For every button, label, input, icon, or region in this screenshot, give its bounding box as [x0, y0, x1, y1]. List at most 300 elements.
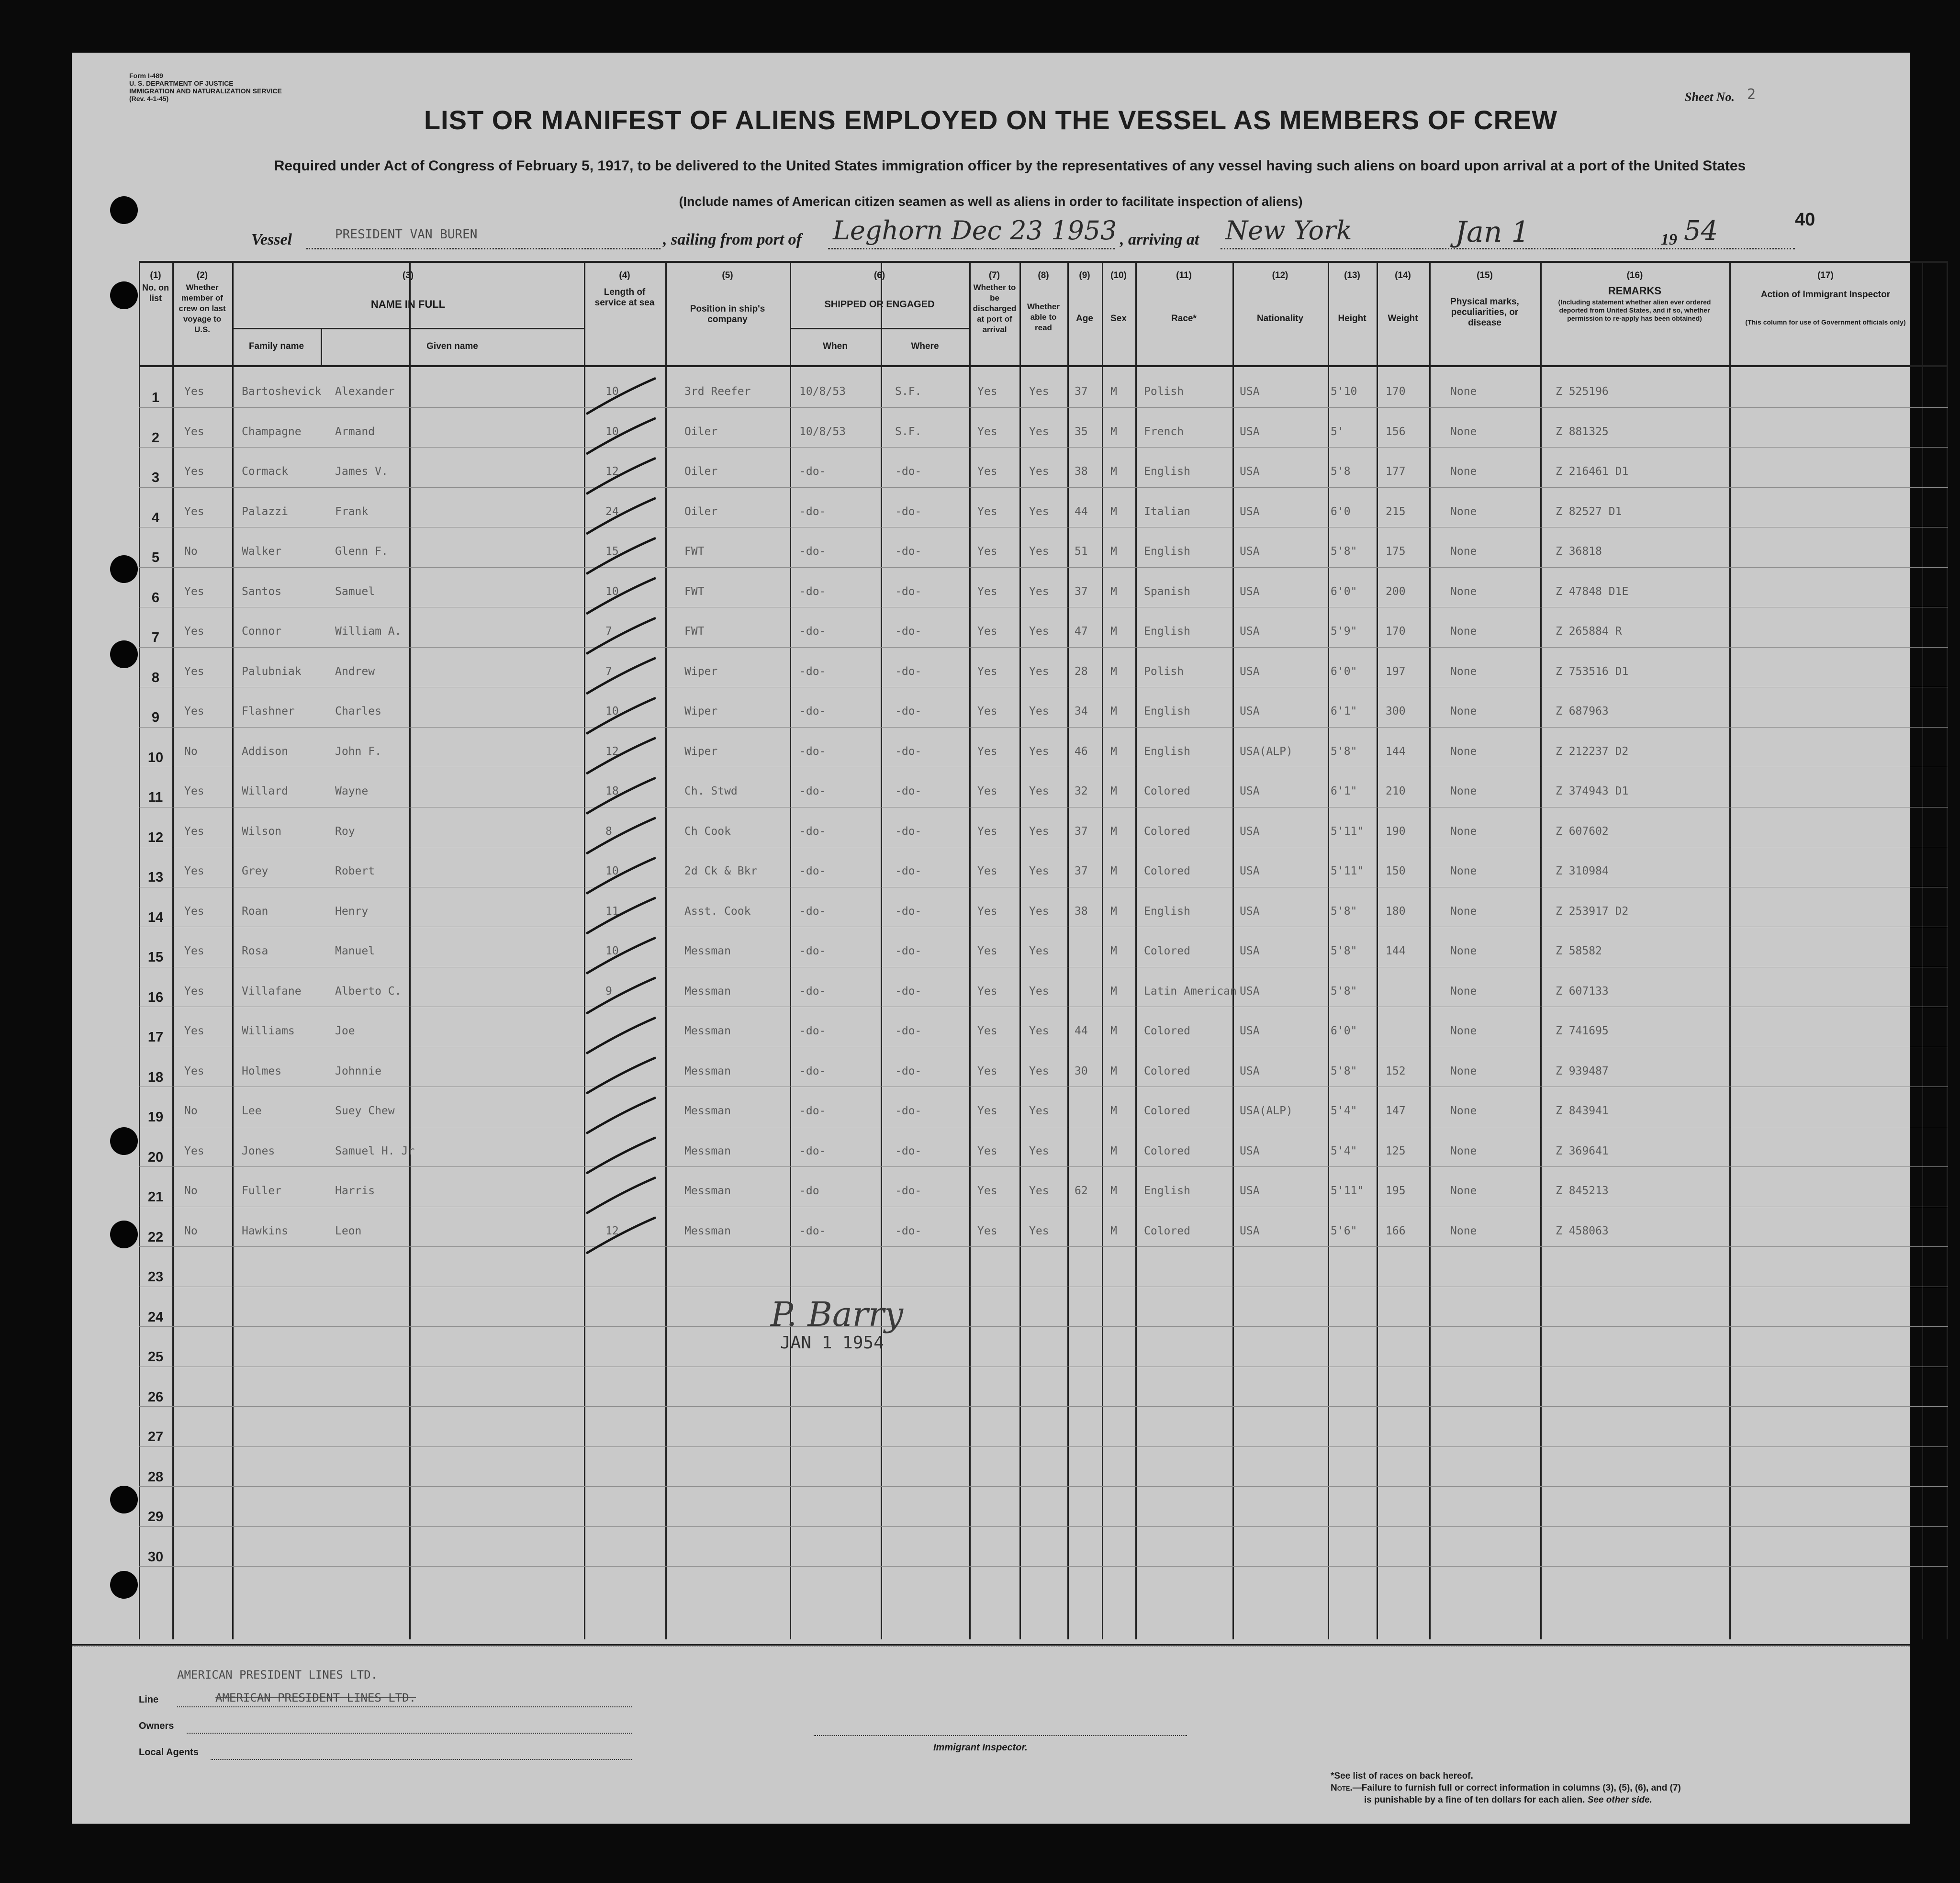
cell-family: Palazzi	[242, 505, 288, 518]
cell-sex: M	[1110, 785, 1117, 797]
cell-read: Yes	[1029, 465, 1049, 478]
col-header-name: NAME IN FULL	[370, 298, 446, 310]
cell-discharged: Yes	[977, 1025, 997, 1037]
cell-last: No	[184, 545, 198, 558]
cell-discharged: Yes	[977, 385, 997, 398]
check-stroke	[586, 498, 656, 534]
cell-when: -do-	[799, 1065, 826, 1077]
cell-nationality: USA	[1240, 705, 1260, 717]
cell-service: 24	[605, 505, 619, 518]
cell-race: English	[1144, 905, 1190, 918]
col-num-9: (9)	[1079, 270, 1090, 280]
sailing-label: , sailing from port of	[663, 231, 802, 248]
cell-height: 6'1"	[1331, 785, 1357, 797]
cell-position: 2d Ck & Bkr	[684, 865, 758, 877]
cell-where: -do-	[895, 1224, 922, 1237]
row-number: 29	[147, 1509, 164, 1524]
cell-remarks: Z 216461 D1	[1556, 465, 1629, 478]
cell-weight: 210	[1386, 785, 1406, 797]
cell-height: 6'0	[1331, 505, 1351, 518]
cell-family: Rosa	[242, 945, 269, 957]
cell-age: 37	[1075, 385, 1088, 398]
cell-where: -do-	[895, 865, 922, 877]
cell-race: Colored	[1144, 1025, 1190, 1037]
col-num-15: (15)	[1477, 270, 1493, 280]
sheet-number-label: Sheet No.	[1685, 90, 1735, 104]
cell-where: -do-	[895, 1065, 922, 1077]
row-number: 27	[147, 1429, 164, 1445]
cell-where: -do-	[895, 1025, 922, 1037]
cell-sex: M	[1110, 1185, 1117, 1197]
col-num-13: (13)	[1344, 270, 1360, 280]
punch-hole	[110, 555, 138, 583]
cell-position: Ch. Stwd	[684, 785, 738, 797]
cell-race: Latin American	[1144, 985, 1237, 998]
cell-discharged: Yes	[977, 1144, 997, 1157]
cell-nationality: USA	[1240, 785, 1260, 797]
check-stroke	[586, 458, 656, 494]
col-header-position: Position in ship's company	[690, 304, 765, 325]
row-number: 21	[147, 1189, 164, 1205]
cell-age: 38	[1075, 905, 1088, 918]
cell-where: -do-	[895, 785, 922, 797]
cell-age: 28	[1075, 665, 1088, 678]
cell-given: Armand	[335, 425, 375, 438]
col-header-weight: Weight	[1388, 314, 1418, 324]
cell-service: 11	[605, 905, 619, 918]
cell-where: -do-	[895, 945, 922, 957]
cell-read: Yes	[1029, 1224, 1049, 1237]
punch-hole	[110, 1127, 138, 1155]
cell-weight: 215	[1386, 505, 1406, 518]
vessel-name: PRESIDENT VAN BUREN	[335, 227, 478, 242]
cell-read: Yes	[1029, 945, 1049, 957]
cell-discharged: Yes	[977, 425, 997, 438]
cell-height: 5'11"	[1331, 1185, 1364, 1197]
cell-remarks: Z 369641	[1556, 1144, 1609, 1157]
col-num-6: (6)	[874, 270, 885, 280]
note-text: —Failure to furnish full or correct information in columns (3), (5), (6), and (7)	[1352, 1783, 1681, 1793]
cell-age: 34	[1075, 705, 1088, 717]
cell-read: Yes	[1029, 745, 1049, 758]
cell-height: 5'	[1331, 425, 1344, 438]
cell-where: -do-	[895, 545, 922, 558]
arriving-port: New York	[1225, 215, 1352, 246]
sailing-line	[828, 248, 1115, 249]
cell-given: Leon	[335, 1224, 362, 1237]
col-num-16: (16)	[1626, 270, 1643, 280]
cell-marks: None	[1450, 1105, 1477, 1117]
cell-weight: 156	[1386, 425, 1406, 438]
row-number: 1	[151, 390, 160, 405]
owners-value: AMERICAN PRESIDENT LINES LTD.	[215, 1691, 416, 1704]
cell-height: 5'8"	[1331, 545, 1357, 558]
cell-discharged: Yes	[977, 1065, 997, 1077]
cell-read: Yes	[1029, 585, 1049, 598]
cell-age: 37	[1075, 585, 1088, 598]
punch-hole	[110, 640, 138, 668]
cell-remarks: Z 58582	[1556, 945, 1602, 957]
row-number: 15	[147, 950, 164, 965]
cell-height: 5'9"	[1331, 625, 1357, 638]
cell-read: Yes	[1029, 425, 1049, 438]
cell-weight: 125	[1386, 1144, 1406, 1157]
cell-position: Messman	[684, 1185, 731, 1197]
cell-discharged: Yes	[977, 665, 997, 678]
cell-given: Johnnie	[335, 1065, 381, 1077]
cell-height: 6'0"	[1331, 585, 1357, 598]
cell-nationality: USA	[1240, 1185, 1260, 1197]
cell-where: -do-	[895, 465, 922, 478]
cell-marks: None	[1450, 585, 1477, 598]
cell-when: -do-	[799, 505, 826, 518]
cell-service: 7	[605, 665, 612, 678]
check-stroke	[586, 1058, 656, 1094]
check-stroke	[586, 618, 656, 654]
cell-when: 10/8/53	[799, 425, 846, 438]
cell-last: Yes	[184, 425, 204, 438]
cell-read: Yes	[1029, 625, 1049, 638]
sheet-number-value: 2	[1747, 86, 1756, 103]
cell-when: -do-	[799, 1144, 826, 1157]
cell-family: Wilson	[242, 825, 282, 838]
cell-last: Yes	[184, 865, 204, 877]
line-label: Line	[139, 1694, 159, 1705]
punch-hole	[110, 1221, 138, 1248]
cell-discharged: Yes	[977, 465, 997, 478]
cell-nationality: USA	[1240, 905, 1260, 918]
cell-last: Yes	[184, 1025, 204, 1037]
cell-discharged: Yes	[977, 825, 997, 838]
manifest-sheet	[72, 53, 1910, 1824]
cell-last: Yes	[184, 385, 204, 398]
cell-marks: None	[1450, 1065, 1477, 1077]
cell-read: Yes	[1029, 385, 1049, 398]
col-header-age: Age	[1076, 314, 1093, 324]
cell-sex: M	[1110, 825, 1117, 838]
cell-family: Champagne	[242, 425, 302, 438]
cell-race: Colored	[1144, 945, 1190, 957]
cell-when: -do-	[799, 1025, 826, 1037]
cell-where: -do-	[895, 625, 922, 638]
cell-position: Ch Cook	[684, 825, 731, 838]
cell-position: Messman	[684, 1224, 731, 1237]
note-text-2: is punishable by a fine of ten dollars for each alien.	[1364, 1795, 1585, 1805]
cell-service: 12	[605, 465, 619, 478]
cell-height: 5'8"	[1331, 905, 1357, 918]
cell-service: 15	[605, 545, 619, 558]
row-number: 18	[147, 1069, 164, 1085]
cell-when: -do-	[799, 545, 826, 558]
cell-weight: 300	[1386, 705, 1406, 717]
cell-race: English	[1144, 465, 1190, 478]
vessel-line	[306, 248, 661, 249]
cell-where: -do-	[895, 505, 922, 518]
cell-sex: M	[1110, 745, 1117, 758]
cell-height: 5'8"	[1331, 945, 1357, 957]
row-number: 6	[151, 590, 160, 605]
cell-weight: 175	[1386, 545, 1406, 558]
row-number: 23	[147, 1269, 164, 1285]
cell-given: Roy	[335, 825, 355, 838]
vessel-label: Vessel	[251, 231, 292, 248]
row-number: 8	[151, 670, 160, 685]
cell-family: Jones	[242, 1144, 275, 1157]
col-header-race: Race*	[1171, 314, 1197, 324]
cell-service: 10	[605, 585, 619, 598]
cell-age: 51	[1075, 545, 1088, 558]
cell-discharged: Yes	[977, 625, 997, 638]
cell-age: 35	[1075, 425, 1088, 438]
cell-remarks: Z 458063	[1556, 1224, 1609, 1237]
col-header-discharged: Whether to be discharged at port of arrival	[973, 283, 1017, 334]
col-header-sex: Sex	[1110, 314, 1127, 324]
cell-weight: 170	[1386, 625, 1406, 638]
cell-remarks: Z 212237 D2	[1556, 745, 1629, 758]
col-num-5: (5)	[722, 270, 733, 280]
cell-given: Suey Chew	[335, 1105, 395, 1117]
cell-nationality: USA	[1240, 505, 1260, 518]
check-stroke	[586, 938, 656, 974]
cell-marks: None	[1450, 625, 1477, 638]
cell-weight: 180	[1386, 905, 1406, 918]
row-number: 30	[147, 1549, 164, 1565]
cell-marks: None	[1450, 865, 1477, 877]
row-number: 14	[147, 909, 164, 925]
cell-when: -do-	[799, 865, 826, 877]
check-stroke	[586, 578, 656, 614]
cell-height: 5'4"	[1331, 1105, 1357, 1117]
cell-remarks: Z 741695	[1556, 1025, 1609, 1037]
cell-last: Yes	[184, 785, 204, 797]
cell-last: Yes	[184, 985, 204, 998]
cell-age: 62	[1075, 1185, 1088, 1197]
cell-last: Yes	[184, 1144, 204, 1157]
cell-discharged: Yes	[977, 545, 997, 558]
cell-age: 44	[1075, 505, 1088, 518]
cell-sex: M	[1110, 625, 1117, 638]
cell-remarks: Z 845213	[1556, 1185, 1609, 1197]
include-note: (Include names of American citizen seamen as well as aliens in order to facilitate inspection of aliens)	[679, 194, 1303, 209]
row-number: 24	[147, 1309, 164, 1325]
cell-marks: None	[1450, 905, 1477, 918]
cell-marks: None	[1450, 545, 1477, 558]
cell-read: Yes	[1029, 825, 1049, 838]
cell-service: 10	[605, 385, 619, 398]
cell-where: -do-	[895, 1105, 922, 1117]
cell-marks: None	[1450, 385, 1477, 398]
row-number: 4	[151, 510, 160, 526]
cell-remarks: Z 881325	[1556, 425, 1609, 438]
col-header-family-name: Family name	[248, 341, 304, 351]
cell-weight: 144	[1386, 745, 1406, 758]
cell-last: No	[184, 745, 198, 758]
cell-last: Yes	[184, 1065, 204, 1077]
cell-given: Andrew	[335, 665, 375, 678]
cell-remarks: Z 265884 R	[1556, 625, 1622, 638]
cell-last: Yes	[184, 705, 204, 717]
cell-nationality: USA	[1240, 1065, 1260, 1077]
note-see: See other side.	[1587, 1795, 1652, 1805]
col-header-no: No. on list	[142, 283, 169, 303]
cell-weight: 147	[1386, 1105, 1406, 1117]
cell-age: 37	[1075, 865, 1088, 877]
cell-discharged: Yes	[977, 505, 997, 518]
cell-race: Italian	[1144, 505, 1190, 518]
form-identifier: Form I-489 U. S. DEPARTMENT OF JUSTICE IMMIGRATION AND NATURALIZATION SERVICE (Rev. 4-1-45)	[129, 72, 282, 102]
col-num-7: (7)	[988, 270, 1000, 280]
cell-weight: 177	[1386, 465, 1406, 478]
cell-height: 6'1"	[1331, 705, 1357, 717]
cell-race: English	[1144, 545, 1190, 558]
cell-when: -do-	[799, 1224, 826, 1237]
row-number: 16	[147, 989, 164, 1005]
cell-when: -do-	[799, 665, 826, 678]
cell-marks: None	[1450, 1185, 1477, 1197]
col-num-17: (17)	[1817, 270, 1834, 280]
cell-given: Glenn F.	[335, 545, 388, 558]
cell-sex: M	[1110, 1144, 1117, 1157]
row-number: 28	[147, 1469, 164, 1485]
cell-nationality: USA	[1240, 1224, 1260, 1237]
cell-height: 5'10	[1331, 385, 1357, 398]
cell-nationality: USA(ALP)	[1240, 1105, 1293, 1117]
cell-service: 10	[605, 425, 619, 438]
cell-sex: M	[1110, 545, 1117, 558]
cell-race: French	[1144, 425, 1184, 438]
cell-remarks: Z 374943 D1	[1556, 785, 1629, 797]
cell-read: Yes	[1029, 985, 1049, 998]
cell-weight: 150	[1386, 865, 1406, 877]
cell-given: Wayne	[335, 785, 369, 797]
cell-nationality: USA(ALP)	[1240, 745, 1293, 758]
cell-when: -do-	[799, 985, 826, 998]
cell-sex: M	[1110, 505, 1117, 518]
punch-hole	[110, 281, 138, 309]
cell-when: -do-	[799, 785, 826, 797]
col-num-12: (12)	[1272, 270, 1288, 280]
cell-height: 5'11"	[1331, 825, 1364, 838]
cell-marks: None	[1450, 745, 1477, 758]
col-header-nationality: Nationality	[1256, 314, 1304, 324]
cell-sex: M	[1110, 465, 1117, 478]
cell-read: Yes	[1029, 1025, 1049, 1037]
cell-sex: M	[1110, 905, 1117, 918]
cell-age: 47	[1075, 625, 1088, 638]
cell-given: Frank	[335, 505, 369, 518]
row-number: 12	[147, 829, 164, 845]
cell-nationality: USA	[1240, 625, 1260, 638]
crew-table	[139, 261, 1948, 1639]
check-stroke	[586, 778, 656, 814]
col-num-2: (2)	[196, 270, 208, 280]
cell-read: Yes	[1029, 545, 1049, 558]
cell-position: Messman	[684, 1105, 731, 1117]
cell-read: Yes	[1029, 785, 1049, 797]
row-number: 10	[147, 750, 164, 765]
line-value: AMERICAN PRESIDENT LINES LTD.	[177, 1668, 378, 1681]
cell-discharged: Yes	[977, 945, 997, 957]
cell-given: Harris	[335, 1185, 375, 1197]
cell-race: Polish	[1144, 385, 1184, 398]
cell-marks: None	[1450, 705, 1477, 717]
cell-remarks: Z 36818	[1556, 545, 1602, 558]
cell-race: English	[1144, 625, 1190, 638]
col-header-remarks-sub: (Including statement whether alien ever ordered deported from United States, and if so, whether permission to re-apply has been obtained)	[1558, 298, 1711, 322]
check-stroke	[586, 418, 656, 454]
cell-position: Messman	[684, 1065, 731, 1077]
cell-service: 9	[605, 985, 612, 998]
cell-last: Yes	[184, 905, 204, 918]
cell-remarks: Z 47848 D1E	[1556, 585, 1629, 598]
arriving-label: , arriving at	[1120, 231, 1199, 248]
cell-family: Hawkins	[242, 1224, 288, 1237]
cell-last: Yes	[184, 665, 204, 678]
cell-nationality: USA	[1240, 985, 1260, 998]
cell-weight: 166	[1386, 1224, 1406, 1237]
inspector-label: Immigrant Inspector.	[933, 1742, 1028, 1753]
cell-race: Polish	[1144, 665, 1184, 678]
cell-remarks: Z 939487	[1556, 1065, 1609, 1077]
cell-when: -do-	[799, 745, 826, 758]
row-number: 22	[147, 1229, 164, 1245]
check-stroke	[586, 658, 656, 694]
cell-nationality: USA	[1240, 425, 1260, 438]
cell-where: -do-	[895, 1144, 922, 1157]
row-number: 5	[151, 550, 160, 565]
cell-family: Santos	[242, 585, 282, 598]
cell-service: 10	[605, 865, 619, 877]
check-stroke	[586, 738, 656, 774]
cell-last: Yes	[184, 465, 204, 478]
cell-nationality: USA	[1240, 585, 1260, 598]
col-header-remarks: REMARKS	[1608, 285, 1662, 297]
cell-position: FWT	[684, 585, 705, 598]
cell-family: Grey	[242, 865, 269, 877]
cell-given: Joe	[335, 1025, 355, 1037]
cell-marks: None	[1450, 1144, 1477, 1157]
cell-race: English	[1144, 1185, 1190, 1197]
cell-position: Messman	[684, 1025, 731, 1037]
row-number: 7	[151, 630, 160, 645]
cell-remarks: Z 310984	[1556, 865, 1609, 877]
check-stroke	[586, 1218, 656, 1254]
cell-sex: M	[1110, 425, 1117, 438]
cell-race: Spanish	[1144, 585, 1190, 598]
cell-race: Colored	[1144, 865, 1190, 877]
check-stroke	[586, 538, 656, 574]
footnotes	[1331, 1770, 1681, 1806]
year-prefix: 19	[1661, 231, 1677, 248]
cell-weight: 197	[1386, 665, 1406, 678]
row-number: 13	[147, 870, 164, 885]
inspection-stamp-date: JAN 1 1954	[780, 1333, 884, 1353]
cell-nationality: USA	[1240, 385, 1260, 398]
cell-given: Manuel	[335, 945, 375, 957]
cell-when: -do-	[799, 705, 826, 717]
col-header-service: Length of service at sea	[594, 287, 655, 308]
row-number: 3	[151, 470, 160, 485]
cell-last: No	[184, 1224, 198, 1237]
cell-race: Colored	[1144, 1144, 1190, 1157]
cell-discharged: Yes	[977, 585, 997, 598]
cell-last: Yes	[184, 585, 204, 598]
cell-height: 6'0"	[1331, 665, 1357, 678]
cell-sex: M	[1110, 385, 1117, 398]
row-number: 11	[148, 790, 163, 805]
cell-height: 5'8	[1331, 465, 1351, 478]
cell-position: Wiper	[684, 705, 718, 717]
